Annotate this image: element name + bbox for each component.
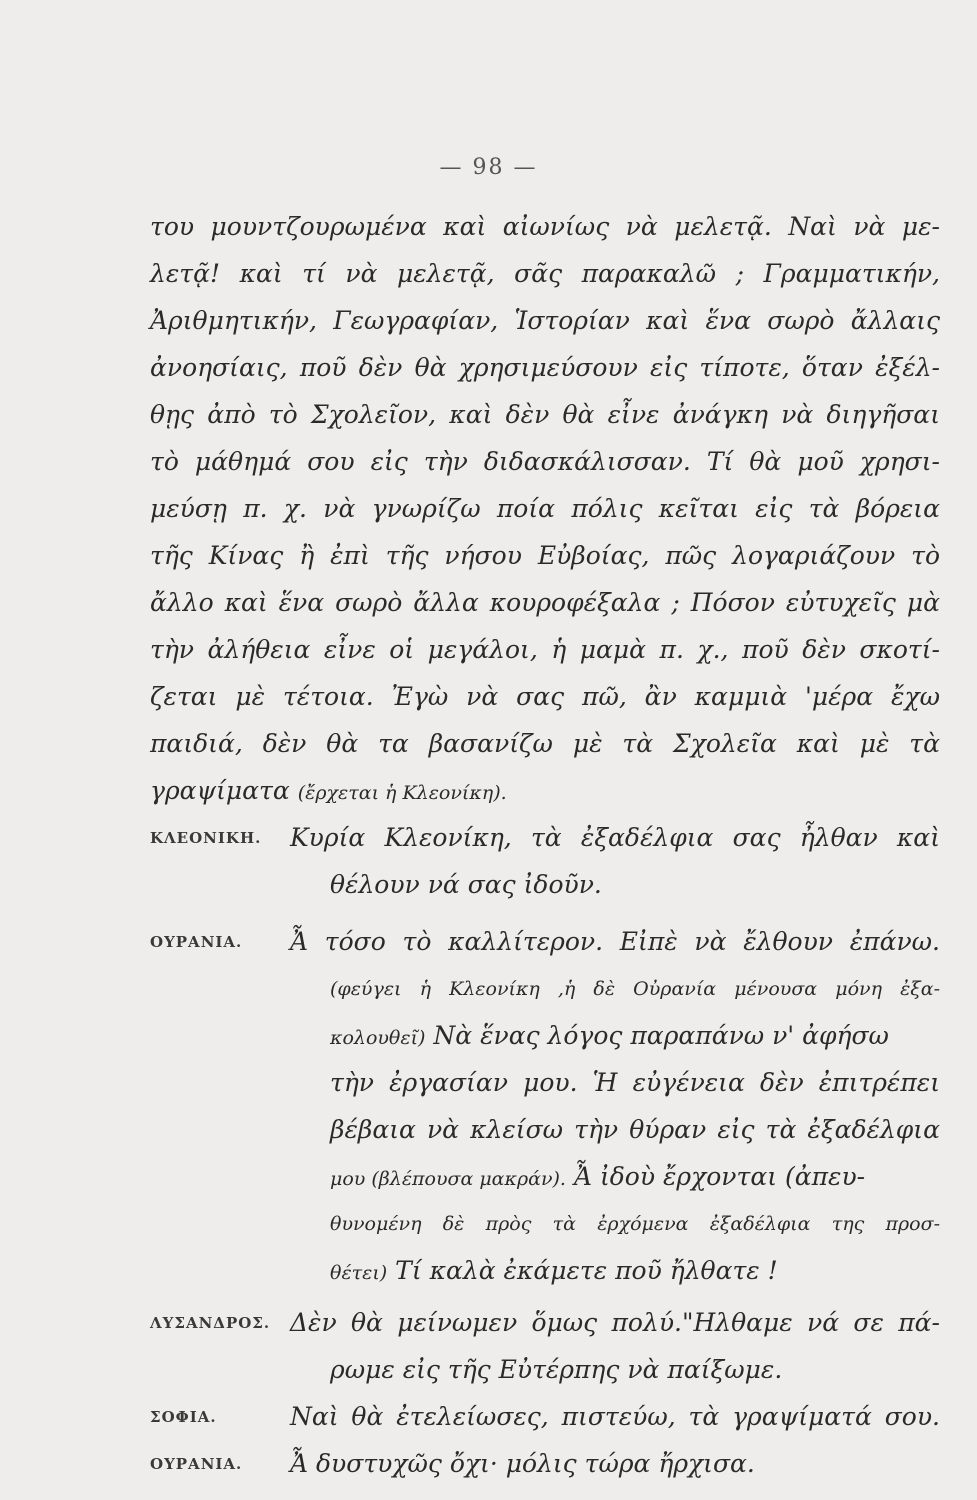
speech-line: βέβαια νὰ κλείσω τὴν θύραν εἰς τὰ ἐξαδέλφια <box>330 1115 940 1144</box>
speech-line: τὴν ἐργασίαν μου. Ἡ εὐγένεια δὲν ἐπιτρέπει <box>330 1068 940 1097</box>
paragraph-line: τῆς Κίνας ἢ ἐπὶ τῆς νήσου Εὐβοίας, πῶς λογαριάζουν τὸ <box>150 541 940 570</box>
paragraph-line: τὸ μάθημά σου εἰς τὴν διδασκάλισσαν. Τί θὰ μοῦ χρησι- <box>150 447 940 476</box>
stage-direction: κολουθεῖ) <box>330 1027 426 1049</box>
speech-line-mixed <box>330 1256 940 1288</box>
speech-line: ρωμε εἰς τῆς Εὐτέρπης νὰ παίξωμε. <box>330 1355 783 1384</box>
speech-line-mixed <box>330 1021 940 1053</box>
speech-text: Νὰ ἕνας λόγος παραπάνω ν' ἀφήσω <box>433 1021 889 1050</box>
speech-line: θέλουν νά σας ἰδοῦν. <box>330 870 602 899</box>
paragraph-line: ζεται μὲ τέτοια. Ἐγὼ νὰ σας πῶ, ἂν καμμιὰ 'μέρα ἔχω <box>150 682 940 711</box>
speaker-sofia: ΣΟΦΙΑ. <box>150 1408 217 1426</box>
speech-line: Ἆ δυστυχῶς ὄχι· μόλις τώρα ἤρχισα. <box>290 1449 755 1478</box>
paragraph-line: παιδιά, δὲν θὰ τα βασανίζω μὲ τὰ Σχολεῖα καὶ μὲ τὰ <box>150 729 940 758</box>
speech-line: Δὲν θὰ μείνωμεν ὅμως πολύ."Ηλθαμε νά σε πά- <box>290 1308 940 1337</box>
speaker-ourania: ΟΥΡΑΝΙΑ. <box>150 933 243 951</box>
paragraph-line: μεύσῃ π. χ. νὰ γνωρίζω ποία πόλις κεῖται εἰς τὰ βόρεια <box>150 494 940 523</box>
stage-direction: θέτει) <box>330 1262 388 1284</box>
paragraph-line: τὴν ἀλήθεια εἶνε οἱ μεγάλοι, ἡ μαμὰ π. χ., ποῦ δὲν σκοτί- <box>150 635 940 664</box>
page-number: — 98 — <box>439 155 538 180</box>
paragraph-line: θῃς ἀπὸ τὸ Σχολεῖον, καὶ δὲν θὰ εἶνε ἀνάγκη νὰ διηγῆσαι <box>150 400 940 429</box>
speech-line: Ναὶ θὰ ἐτελείωσες, πιστεύω, τὰ γραψίματά σου. <box>290 1402 940 1431</box>
stage-direction: θυνομένη δὲ πρὸς τὰ ἐρχόμενα ἐξαδέλφια της προσ- <box>330 1213 940 1235</box>
paragraph-line: λετᾷ! καὶ τί νὰ μελετᾷ, σᾶς παρακαλῶ ; Γραμματικήν, <box>150 259 940 288</box>
paragraph-line: ἀνοησίαις, ποῦ δὲν θὰ χρησιμεύσουν εἰς τίποτε, ὅταν ἐξέλ- <box>150 353 940 382</box>
speaker-ourania: ΟΥΡΑΝΙΑ. <box>150 1455 243 1473</box>
speech-line: Κυρία Κλεονίκη, τὰ ἐξαδέλφια σας ἦλθαν καὶ <box>290 823 940 852</box>
speaker-kleoniki: ΚΛΕΟΝΙΚΗ. <box>150 829 262 847</box>
paragraph-line: Ἀριθμητικήν, Γεωγραφίαν, Ἱστορίαν καὶ ἕνα σωρὸ ἄλλαις <box>150 306 940 335</box>
stage-direction: (ἔρχεται ἡ Κλεονίκη). <box>297 782 507 804</box>
paragraph-last-line <box>150 776 940 808</box>
speaker-lysandros: ΛΥΣΑΝΔΡΟΣ. <box>150 1314 271 1332</box>
paragraph-line: του μουντζουρωμένα καὶ αἰωνίως νὰ μελετᾷ. Ναὶ νὰ με- <box>150 212 940 241</box>
paragraph-line: γραψίματα <box>150 776 290 805</box>
paragraph-line: ἄλλο καὶ ἕνα σωρὸ ἄλλα κουροφέξαλα ; Πόσον εὐτυχεῖς μὰ <box>150 588 940 617</box>
stage-direction: μου (βλέπουσα μακράν). <box>330 1168 566 1190</box>
speech-text: Ἆ ἰδοὺ ἔρχονται (ἀπευ- <box>573 1162 866 1191</box>
speech-line-mixed <box>330 1162 940 1194</box>
stage-direction: (φεύγει ἡ Κλεονίκη ,ἡ δὲ Οὐρανία μένουσα μόνη ἐξα- <box>330 978 940 1000</box>
speech-line: Ἆ τόσο τὸ καλλίτερον. Εἰπὲ νὰ ἔλθουν ἐπάνω. <box>290 927 940 956</box>
speech-text: Τί καλὰ ἐκάμετε ποῦ ἤλθατε ! <box>395 1256 778 1285</box>
